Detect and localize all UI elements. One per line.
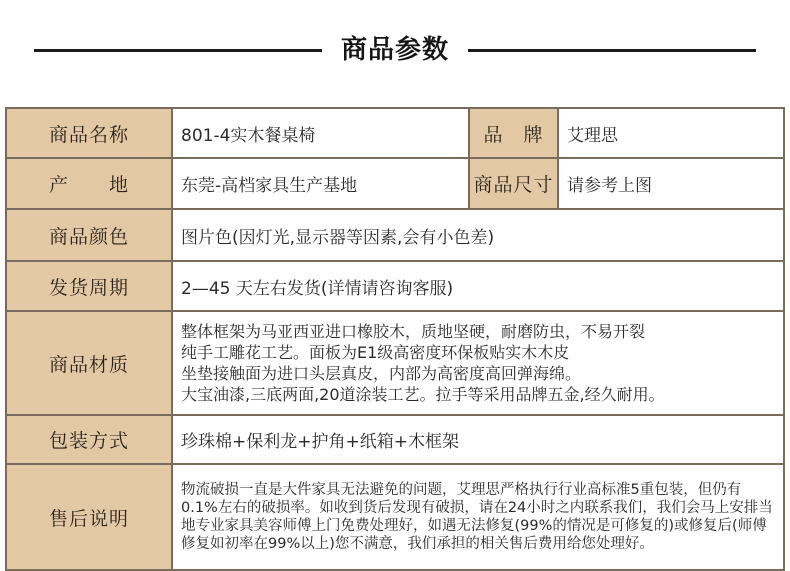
header-rule-left: [34, 49, 322, 52]
material-line: 坐垫接触面为进口头层真皮，内部为高密度高回弹海绵。: [181, 364, 582, 383]
table-row-color: [6, 209, 784, 261]
value-material: [172, 311, 784, 415]
page-title: 商品参数: [340, 35, 449, 65]
label-product-name: 商品名称: [6, 108, 172, 158]
parameter-table: [5, 107, 785, 571]
material-line: 纯手工雕花工艺。面板为E1级高密度环保板贴实木木皮: [181, 343, 570, 362]
material-line: 整体框架为马亚西亚进口橡胶木，质地坚硬，耐磨防虫，不易开裂: [181, 322, 646, 341]
table-row-name: [6, 108, 784, 158]
value-color: 图片色(因灯光,显示器等因素,会有小色差): [172, 209, 784, 261]
label-color: 商品颜色: [6, 209, 172, 261]
section-header: [0, 22, 790, 74]
label-delivery: 发货周期: [6, 261, 172, 311]
table-row-delivery: [6, 261, 784, 311]
value-packaging: 珍珠棉+保利龙+护角+纸箱+木框架: [172, 415, 784, 464]
table-row-material: [6, 311, 784, 415]
table-row-origin: [6, 158, 784, 209]
value-brand: 艾理思: [558, 108, 784, 158]
value-size: 请参考上图: [558, 158, 784, 209]
aftersale-text: 物流破损一直是大件家具无法避免的问题，艾理思严格执行行业高标准5重包装，但仍有0.1%左右的破损率。如收到货后发现有破损，请在24小时之内联系我们，我们会马上安排当地专业家具美容师傅上门免费处理好，如遇无法修复(99%的情况是可修复的)或修复后(师傅修复如初率在99%以上)您不满意，我们承担的相关售后费用给您处理好。: [181, 482, 773, 552]
value-delivery: 2—45 天左右发货(详情请咨询客服): [172, 261, 784, 311]
table-row-aftersale: [6, 464, 784, 570]
value-aftersale: [172, 464, 784, 570]
label-origin: 产 地: [6, 158, 172, 209]
header-rule-right: [468, 49, 756, 52]
label-size: 商品尺寸: [469, 158, 558, 209]
label-aftersale: 售后说明: [6, 464, 172, 570]
label-brand: 品 牌: [469, 108, 558, 158]
label-material: 商品材质: [6, 311, 172, 415]
table-row-packaging: [6, 415, 784, 464]
value-product-name: 801-4实木餐桌椅: [172, 108, 469, 158]
label-packaging: 包装方式: [6, 415, 172, 464]
material-line: 大宝油漆,三底两面,20道涂装工艺。拉手等采用品牌五金,经久耐用。: [181, 385, 665, 404]
value-origin: 东莞-高档家具生产基地: [172, 158, 469, 209]
